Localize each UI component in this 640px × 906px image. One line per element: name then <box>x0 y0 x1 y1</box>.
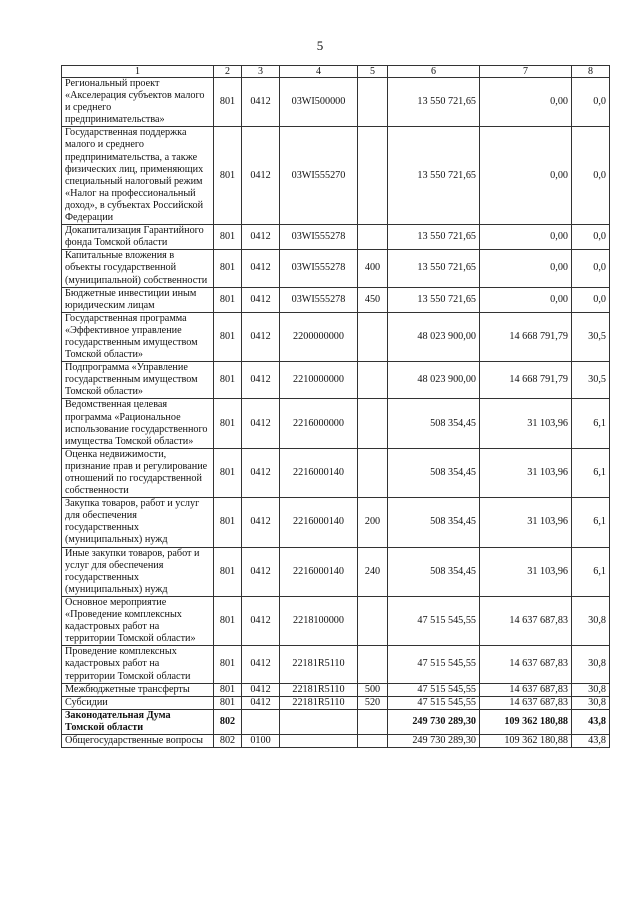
section-code-cell: 0412 <box>242 547 280 596</box>
target-article-cell: 22181R5110 <box>280 683 358 696</box>
planned-amount-cell: 47 515 545,55 <box>388 696 480 709</box>
percent-cell: 0,0 <box>572 78 610 127</box>
expense-type-cell: 400 <box>358 250 388 287</box>
table-row <box>62 362 610 399</box>
column-header: 8 <box>572 66 610 78</box>
ministry-code-cell: 801 <box>214 78 242 127</box>
expense-type-cell <box>358 78 388 127</box>
table-header-row <box>62 66 610 78</box>
table-row <box>62 127 610 225</box>
percent-cell: 43,8 <box>572 709 610 734</box>
expense-type-cell <box>358 127 388 225</box>
table-row <box>62 312 610 361</box>
section-code-cell: 0412 <box>242 498 280 547</box>
section-code-cell: 0100 <box>242 734 280 747</box>
target-article-cell: 2216000000 <box>280 399 358 448</box>
target-article-cell: 03WI500000 <box>280 78 358 127</box>
executed-amount-cell: 14 668 791,79 <box>480 312 572 361</box>
executed-amount-cell: 0,00 <box>480 78 572 127</box>
section-code-cell: 0412 <box>242 362 280 399</box>
planned-amount-cell: 508 354,45 <box>388 498 480 547</box>
section-code-cell: 0412 <box>242 399 280 448</box>
executed-amount-cell: 31 103,96 <box>480 399 572 448</box>
section-code-cell: 0412 <box>242 646 280 683</box>
planned-amount-cell: 249 730 289,30 <box>388 709 480 734</box>
expense-type-cell <box>358 646 388 683</box>
percent-cell: 6,1 <box>572 498 610 547</box>
section-code-cell: 0412 <box>242 596 280 645</box>
target-article-cell: 22181R5110 <box>280 696 358 709</box>
table-row <box>62 287 610 312</box>
section-code-cell: 0412 <box>242 448 280 497</box>
expense-type-cell <box>358 448 388 497</box>
table-row <box>62 696 610 709</box>
target-article-cell: 03WI555270 <box>280 127 358 225</box>
planned-amount-cell: 47 515 545,55 <box>388 646 480 683</box>
percent-cell: 0,0 <box>572 287 610 312</box>
row-name-cell: Докапитализация Гарантийного фонда Томской области <box>62 225 214 250</box>
ministry-code-cell: 801 <box>214 250 242 287</box>
ministry-code-cell: 801 <box>214 696 242 709</box>
expense-type-cell: 500 <box>358 683 388 696</box>
section-code-cell: 0412 <box>242 78 280 127</box>
percent-cell: 30,8 <box>572 596 610 645</box>
ministry-code-cell: 801 <box>214 646 242 683</box>
target-article-cell: 2216000140 <box>280 547 358 596</box>
expense-type-cell: 520 <box>358 696 388 709</box>
row-name-cell: Ведомственная целевая программа «Рациональное использование государственного имущества Томской области» <box>62 399 214 448</box>
planned-amount-cell: 47 515 545,55 <box>388 596 480 645</box>
table-body <box>62 78 610 748</box>
target-article-cell: 03WI555278 <box>280 250 358 287</box>
ministry-code-cell: 802 <box>214 734 242 747</box>
table-row <box>62 646 610 683</box>
target-article-cell: 2210000000 <box>280 362 358 399</box>
column-header: 3 <box>242 66 280 78</box>
ministry-code-cell: 802 <box>214 709 242 734</box>
row-name-cell: Иные закупки товаров, работ и услуг для обеспечения государственных (муниципальных) нужд <box>62 547 214 596</box>
table-row <box>62 547 610 596</box>
column-header: 1 <box>62 66 214 78</box>
table-row <box>62 399 610 448</box>
target-article-cell: 2200000000 <box>280 312 358 361</box>
expense-type-cell <box>358 225 388 250</box>
expense-type-cell <box>358 362 388 399</box>
executed-amount-cell: 31 103,96 <box>480 498 572 547</box>
target-article-cell: 2218100000 <box>280 596 358 645</box>
percent-cell: 30,8 <box>572 696 610 709</box>
planned-amount-cell: 508 354,45 <box>388 547 480 596</box>
percent-cell: 0,0 <box>572 250 610 287</box>
planned-amount-cell: 13 550 721,65 <box>388 78 480 127</box>
row-name-cell: Государственная программа «Эффективное управление государственным имуществом Томской области» <box>62 312 214 361</box>
planned-amount-cell: 13 550 721,65 <box>388 250 480 287</box>
ministry-code-cell: 801 <box>214 127 242 225</box>
section-code-cell: 0412 <box>242 127 280 225</box>
row-name-cell: Межбюджетные трансферты <box>62 683 214 696</box>
table-row <box>62 448 610 497</box>
row-name-cell: Закупка товаров, работ и услуг для обеспечения государственных (муниципальных) нужд <box>62 498 214 547</box>
executed-amount-cell: 14 637 687,83 <box>480 596 572 645</box>
column-header: 6 <box>388 66 480 78</box>
ministry-code-cell: 801 <box>214 287 242 312</box>
percent-cell: 0,0 <box>572 225 610 250</box>
table-row <box>62 250 610 287</box>
planned-amount-cell: 508 354,45 <box>388 399 480 448</box>
row-name-cell: Бюджетные инвестиции иным юридическим лицам <box>62 287 214 312</box>
table-row <box>62 225 610 250</box>
row-name-cell: Оценка недвижимости, признание прав и регулирование отношений по государственной собственности <box>62 448 214 497</box>
executed-amount-cell: 31 103,96 <box>480 448 572 497</box>
section-code-cell: 0412 <box>242 250 280 287</box>
table-row <box>62 709 610 734</box>
planned-amount-cell: 13 550 721,65 <box>388 127 480 225</box>
expense-type-cell <box>358 312 388 361</box>
column-header: 5 <box>358 66 388 78</box>
ministry-code-cell: 801 <box>214 498 242 547</box>
row-name-cell: Общегосударственные вопросы <box>62 734 214 747</box>
planned-amount-cell: 48 023 900,00 <box>388 362 480 399</box>
executed-amount-cell: 0,00 <box>480 225 572 250</box>
executed-amount-cell: 0,00 <box>480 127 572 225</box>
planned-amount-cell: 249 730 289,30 <box>388 734 480 747</box>
planned-amount-cell: 508 354,45 <box>388 448 480 497</box>
column-header: 2 <box>214 66 242 78</box>
column-header: 4 <box>280 66 358 78</box>
expense-type-cell <box>358 399 388 448</box>
executed-amount-cell: 14 637 687,83 <box>480 683 572 696</box>
executed-amount-cell: 14 637 687,83 <box>480 696 572 709</box>
target-article-cell: 22181R5110 <box>280 646 358 683</box>
section-code-cell: 0412 <box>242 225 280 250</box>
expense-type-cell: 450 <box>358 287 388 312</box>
page-number: 5 <box>316 38 324 53</box>
planned-amount-cell: 13 550 721,65 <box>388 287 480 312</box>
percent-cell: 0,0 <box>572 127 610 225</box>
table-row <box>62 596 610 645</box>
target-article-cell <box>280 734 358 747</box>
row-name-cell: Законодательная Дума Томской области <box>62 709 214 734</box>
target-article-cell: 2216000140 <box>280 448 358 497</box>
ministry-code-cell: 801 <box>214 596 242 645</box>
section-code-cell: 0412 <box>242 683 280 696</box>
executed-amount-cell: 109 362 180,88 <box>480 734 572 747</box>
table-row <box>62 498 610 547</box>
expense-type-cell: 240 <box>358 547 388 596</box>
ministry-code-cell: 801 <box>214 448 242 497</box>
row-name-cell: Основное мероприятие «Проведение комплексных кадастровых работ на территории Томской области» <box>62 596 214 645</box>
row-name-cell: Региональный проект «Акселерация субъектов малого и среднего предпринимательства» <box>62 78 214 127</box>
section-code-cell: 0412 <box>242 696 280 709</box>
ministry-code-cell: 801 <box>214 312 242 361</box>
percent-cell: 6,1 <box>572 547 610 596</box>
ministry-code-cell: 801 <box>214 225 242 250</box>
budget-table <box>61 65 610 748</box>
expense-type-cell <box>358 709 388 734</box>
ministry-code-cell: 801 <box>214 683 242 696</box>
ministry-code-cell: 801 <box>214 399 242 448</box>
planned-amount-cell: 47 515 545,55 <box>388 683 480 696</box>
target-article-cell: 03WI555278 <box>280 287 358 312</box>
target-article-cell: 2216000140 <box>280 498 358 547</box>
section-code-cell: 0412 <box>242 312 280 361</box>
row-name-cell: Субсидии <box>62 696 214 709</box>
executed-amount-cell: 14 637 687,83 <box>480 646 572 683</box>
executed-amount-cell: 31 103,96 <box>480 547 572 596</box>
section-code-cell: 0412 <box>242 287 280 312</box>
row-name-cell: Проведение комплексных кадастровых работ на территории Томской области <box>62 646 214 683</box>
row-name-cell: Капитальные вложения в объекты государственной (муниципальной) собственности <box>62 250 214 287</box>
percent-cell: 30,8 <box>572 683 610 696</box>
expense-type-cell <box>358 734 388 747</box>
target-article-cell: 03WI555278 <box>280 225 358 250</box>
target-article-cell <box>280 709 358 734</box>
percent-cell: 6,1 <box>572 399 610 448</box>
table-row <box>62 78 610 127</box>
percent-cell: 6,1 <box>572 448 610 497</box>
column-header: 7 <box>480 66 572 78</box>
expense-type-cell: 200 <box>358 498 388 547</box>
ministry-code-cell: 801 <box>214 547 242 596</box>
planned-amount-cell: 48 023 900,00 <box>388 312 480 361</box>
percent-cell: 30,5 <box>572 312 610 361</box>
row-name-cell: Подпрограмма «Управление государственным имуществом Томской области» <box>62 362 214 399</box>
table-row <box>62 683 610 696</box>
expense-type-cell <box>358 596 388 645</box>
executed-amount-cell: 0,00 <box>480 287 572 312</box>
planned-amount-cell: 13 550 721,65 <box>388 225 480 250</box>
percent-cell: 43,8 <box>572 734 610 747</box>
percent-cell: 30,8 <box>572 646 610 683</box>
ministry-code-cell: 801 <box>214 362 242 399</box>
executed-amount-cell: 14 668 791,79 <box>480 362 572 399</box>
executed-amount-cell: 109 362 180,88 <box>480 709 572 734</box>
percent-cell: 30,5 <box>572 362 610 399</box>
table-row <box>62 734 610 747</box>
section-code-cell <box>242 709 280 734</box>
executed-amount-cell: 0,00 <box>480 250 572 287</box>
row-name-cell: Государственная поддержка малого и среднего предпринимательства, а также физических лиц, применяющих специальный налоговый режим «Налог на профессиональный доход», в субъектах Российской Федерации <box>62 127 214 225</box>
